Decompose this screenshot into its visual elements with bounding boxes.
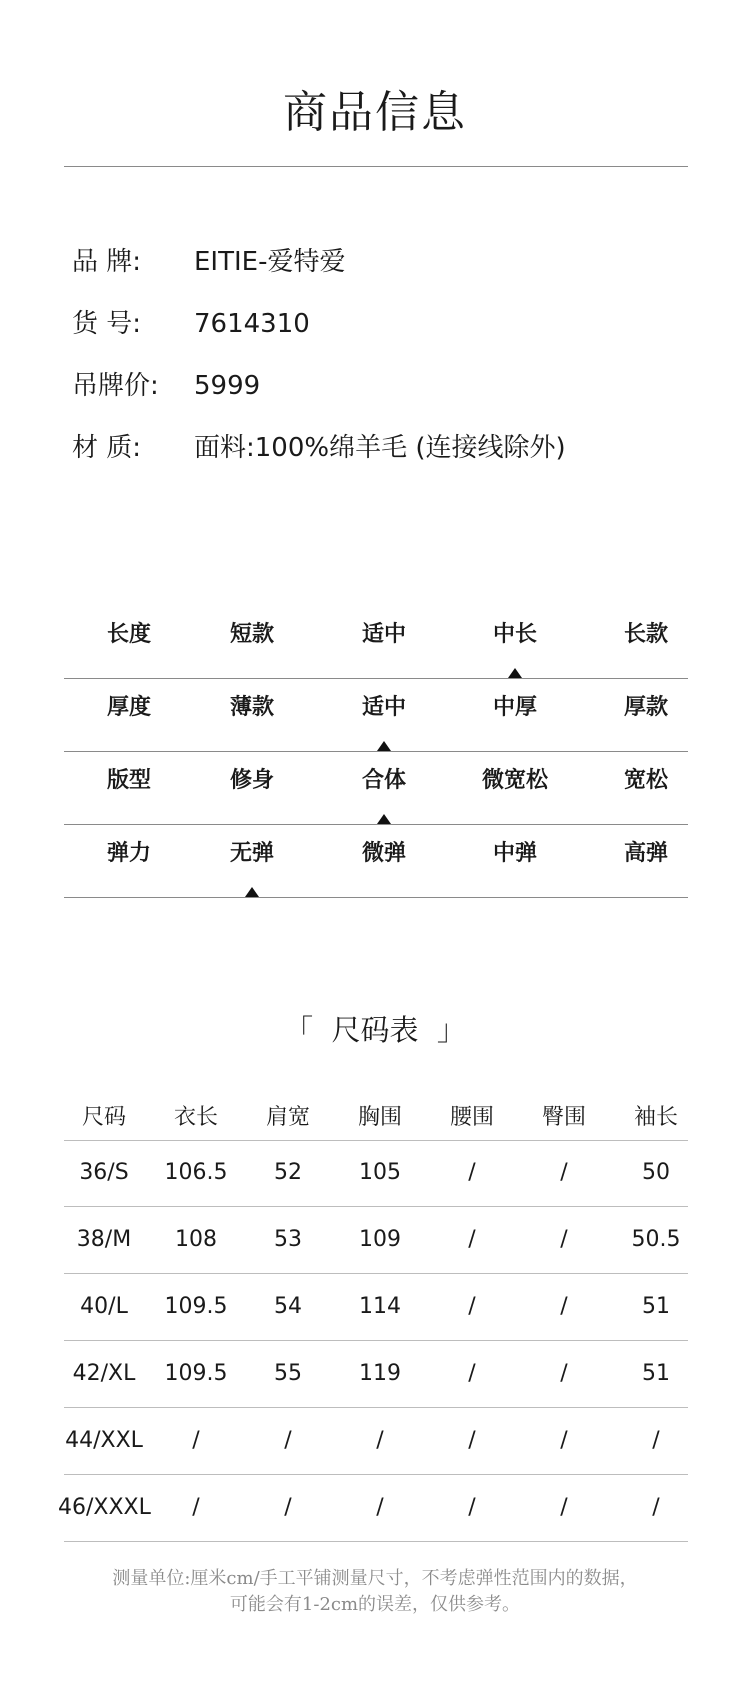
page-title: 商品信息 (283, 87, 467, 138)
table-cell: / (468, 1294, 476, 1319)
header-cell: 尺码 (81, 1105, 126, 1130)
table-cell: 119 (359, 1361, 401, 1386)
attribute-name: 版型 (106, 768, 151, 793)
table-cell: 53 (274, 1227, 302, 1252)
attribute-option: 合体 (361, 768, 406, 793)
table-cell: / (468, 1495, 476, 1520)
measurement-note (0, 1566, 750, 1618)
material-value: 面料:100%绵羊毛 (连接线除外) (194, 433, 566, 463)
table-cell: 109.5 (164, 1294, 228, 1319)
attribute-name: 厚度 (106, 695, 151, 720)
attribute-option: 适中 (361, 695, 406, 720)
table-row (64, 1341, 688, 1408)
table-cell: / (284, 1428, 292, 1453)
header-cell: 肩宽 (265, 1105, 310, 1130)
table-row (64, 1140, 688, 1207)
attribute-name: 弹力 (106, 841, 151, 866)
attribute-option: 中弹 (492, 841, 537, 866)
attribute-option: 高弹 (623, 841, 668, 866)
attribute-option: 短款 (229, 622, 274, 647)
selected-marker-icon (245, 887, 259, 897)
table-row (64, 1274, 688, 1341)
table-cell: 109.5 (164, 1361, 228, 1386)
attribute-option: 宽松 (623, 768, 668, 793)
table-cell: / (468, 1428, 476, 1453)
header-cell: 袖长 (633, 1105, 678, 1130)
attribute-option: 适中 (361, 622, 406, 647)
size-table-title: 「 尺码表 」 (284, 1013, 466, 1047)
table-cell: 51 (642, 1361, 670, 1386)
table-cell: / (560, 1160, 568, 1185)
table-cell: 38/M (76, 1227, 132, 1252)
attribute-row-length (64, 605, 688, 679)
table-cell: 105 (359, 1160, 401, 1185)
attribute-option: 厚款 (623, 695, 668, 720)
brand-label: 品 牌: (72, 247, 142, 277)
table-cell: / (468, 1361, 476, 1386)
table-cell: 40/L (80, 1294, 128, 1319)
attribute-row-thickness (64, 678, 688, 752)
table-cell: / (560, 1495, 568, 1520)
attribute-option: 修身 (229, 768, 274, 793)
table-cell: 44/XXL (65, 1428, 143, 1453)
table-cell: 106.5 (164, 1160, 228, 1185)
table-cell: 108 (175, 1227, 217, 1252)
item-number-value: 7614310 (194, 309, 310, 339)
table-cell: / (192, 1428, 200, 1453)
table-cell: 42/XL (72, 1361, 136, 1386)
item-number-label: 货 号: (72, 309, 142, 339)
table-cell: / (560, 1428, 568, 1453)
table-cell: 51 (642, 1294, 670, 1319)
header-cell: 臀围 (541, 1105, 586, 1130)
attribute-name: 长度 (106, 622, 151, 647)
table-cell: / (192, 1495, 200, 1520)
table-cell: / (284, 1495, 292, 1520)
attribute-row-elasticity (64, 824, 688, 898)
measurement-note-line: 可能会有1-2cm的误差，仅供参考。 (229, 1594, 521, 1615)
header-cell: 衣长 (173, 1105, 218, 1130)
tag-price-label: 吊牌价: (72, 371, 159, 401)
attribute-option: 中厚 (492, 695, 537, 720)
material-label: 材 质: (72, 433, 142, 463)
title-divider (64, 166, 688, 167)
tag-price-value: 5999 (194, 371, 261, 401)
table-cell: / (652, 1495, 660, 1520)
table-cell: 52 (274, 1160, 302, 1185)
table-cell: 55 (274, 1361, 302, 1386)
attribute-option: 微宽松 (481, 768, 548, 793)
table-cell: 109 (359, 1227, 401, 1252)
attribute-row-fit (64, 751, 688, 825)
table-cell: / (560, 1361, 568, 1386)
header-cell: 胸围 (357, 1105, 402, 1130)
attribute-option: 微弹 (361, 841, 406, 866)
table-row (64, 1207, 688, 1274)
table-cell: / (560, 1227, 568, 1252)
table-cell: / (560, 1294, 568, 1319)
table-cell: 54 (274, 1294, 302, 1319)
attribute-option: 无弹 (229, 841, 274, 866)
table-cell: 50 (642, 1160, 670, 1185)
table-cell: / (468, 1160, 476, 1185)
brand-value: EITIE-爱特爱 (194, 247, 346, 277)
table-row (58, 1475, 688, 1542)
attribute-option: 中长 (492, 622, 537, 647)
attribute-option: 薄款 (229, 695, 274, 720)
table-cell: 114 (359, 1294, 401, 1319)
table-cell: 46/XXXL (58, 1495, 151, 1520)
table-cell: / (468, 1227, 476, 1252)
header-cell: 腰围 (449, 1105, 494, 1130)
selected-marker-icon (377, 814, 391, 824)
selected-marker-icon (377, 741, 391, 751)
attribute-option: 长款 (623, 622, 668, 647)
table-row (64, 1408, 688, 1475)
table-cell: / (376, 1495, 384, 1520)
table-cell: 36/S (79, 1160, 129, 1185)
table-cell: 50.5 (631, 1227, 681, 1252)
selected-marker-icon (508, 668, 522, 678)
table-cell: / (652, 1428, 660, 1453)
table-cell: / (376, 1428, 384, 1453)
size-table-header (64, 1096, 688, 1141)
measurement-note-line: 测量单位:厘米cm/手工平铺测量尺寸，不考虑弹性范围内的数据， (112, 1568, 638, 1589)
